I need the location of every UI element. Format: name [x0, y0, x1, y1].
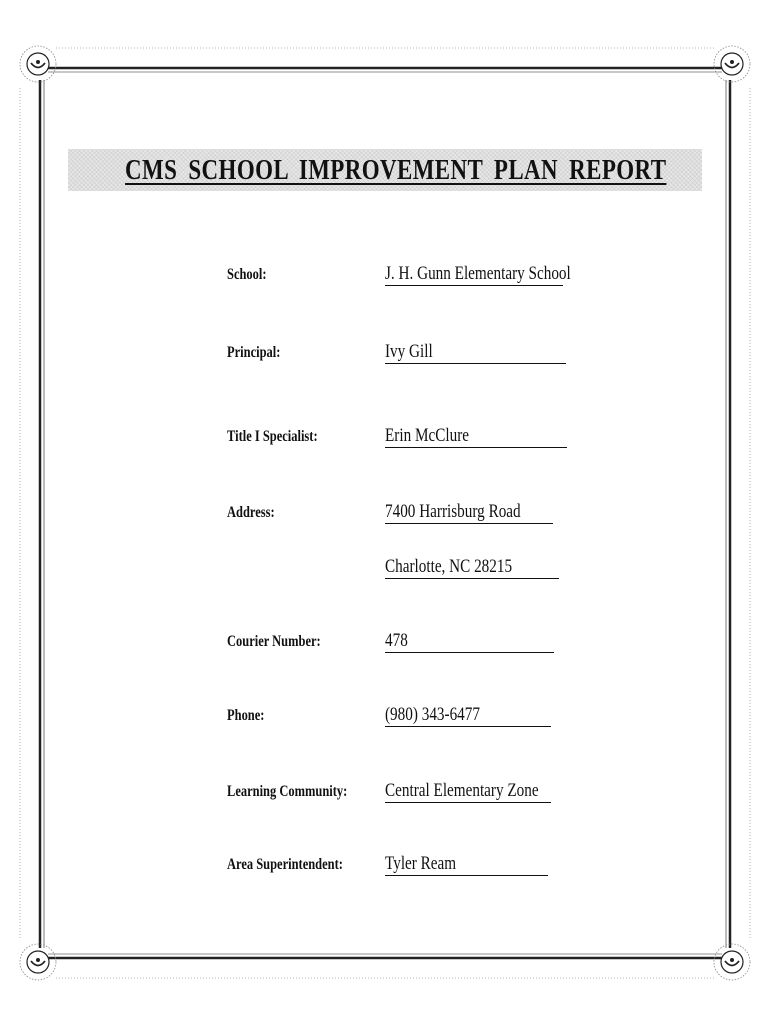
title-band	[68, 149, 702, 191]
principal-label: Principal:	[227, 344, 281, 361]
area-superintendent-label: Area Superintendent:	[227, 856, 343, 873]
courier-number-value: 478	[385, 631, 554, 653]
address-line1-value: 7400 Harrisburg Road	[385, 502, 553, 524]
page-title: CMS SCHOOL IMPROVEMENT PLAN REPORT	[125, 155, 667, 186]
corner-ornament-br	[714, 944, 750, 980]
address-line2-value: Charlotte, NC 28215	[385, 557, 559, 579]
learning-community-label: Learning Community:	[227, 783, 348, 800]
school-value: J. H. Gunn Elementary School	[385, 263, 571, 284]
learning-community-value: Central Elementary Zone	[385, 781, 551, 803]
address-label: Address:	[227, 504, 275, 521]
corner-ornament-tr	[714, 46, 750, 82]
area-superintendent-value: Tyler Ream	[385, 854, 548, 876]
school-label: School:	[227, 266, 267, 283]
principal-value: Ivy Gill	[385, 342, 566, 364]
courier-number-label: Courier Number:	[227, 633, 321, 650]
corner-ornament-tl	[20, 46, 56, 82]
phone-label: Phone:	[227, 707, 265, 724]
title-i-specialist-label: Title I Specialist:	[227, 428, 318, 445]
phone-value: (980) 343-6477	[385, 705, 551, 727]
corner-ornament-bl	[20, 944, 56, 980]
title-i-specialist-value: Erin McClure	[385, 426, 567, 448]
